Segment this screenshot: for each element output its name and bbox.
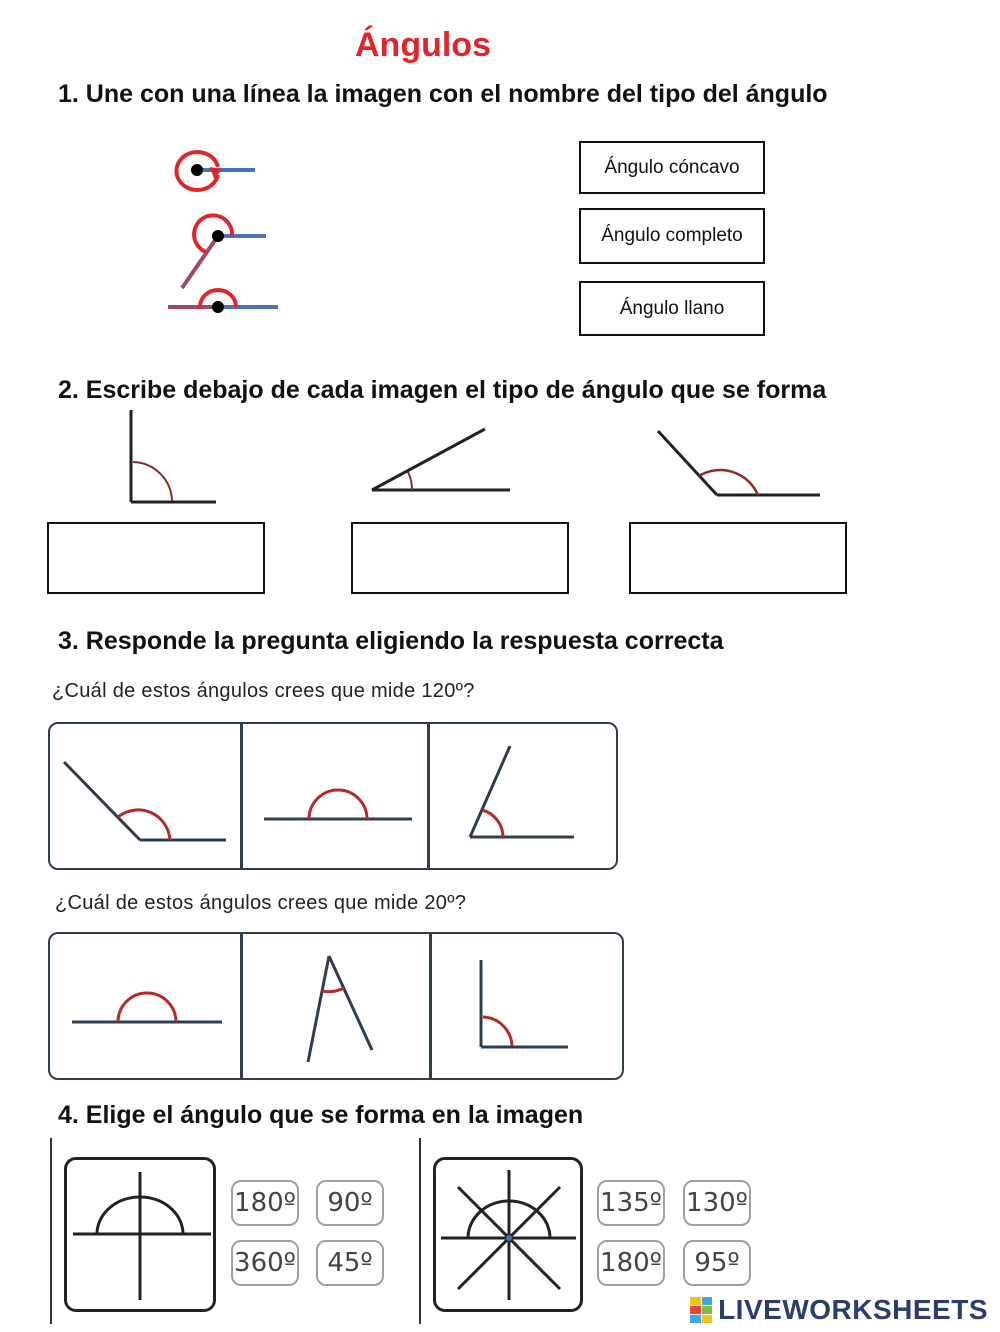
left-option-45[interactable]: 45º (316, 1240, 384, 1286)
answer-box-1[interactable] (47, 522, 265, 594)
answer-box-3[interactable] (629, 522, 847, 594)
section3-heading: 3. Responde la pregunta eligiendo la respuesta correcta (58, 627, 724, 655)
brand-name: LIVEWORKSHEETS (718, 1294, 988, 1325)
option-concave-angle[interactable]: Ángulo cóncavo (579, 141, 765, 194)
page-title: Ángulos (355, 26, 491, 64)
figure-box-left (64, 1157, 216, 1312)
brand-watermark (690, 1294, 988, 1326)
right-angle-figure (131, 410, 216, 502)
right-option-180[interactable]: 180º (597, 1240, 665, 1286)
options-panel-120 (48, 722, 618, 870)
acute-angle-option-icon (430, 724, 616, 868)
option-straight-angle[interactable]: Ángulo llano (579, 281, 765, 336)
left-option-180[interactable]: 180º (231, 1180, 299, 1226)
straight-angle-option-icon (50, 934, 240, 1078)
star-angle-icon (436, 1160, 580, 1309)
options-panel-20 (48, 932, 624, 1080)
option-20-a[interactable] (50, 934, 240, 1078)
option-120-b[interactable] (242, 724, 429, 868)
option-20-b[interactable] (242, 934, 429, 1078)
straight-angle-option-icon (242, 724, 429, 868)
cross-angle-icon (67, 1160, 213, 1309)
section4-divider (419, 1138, 421, 1324)
question-20: ¿Cuál de estos ángulos crees que mide 20º? (55, 892, 467, 914)
section1-angle-figures (160, 140, 300, 330)
section4-left-rule (50, 1138, 52, 1324)
left-option-360[interactable]: 360º (231, 1240, 299, 1286)
option-20-c[interactable] (432, 934, 620, 1078)
left-option-90[interactable]: 90º (316, 1180, 384, 1226)
section2-heading: 2. Escribe debajo de cada imagen el tipo de ángulo que se forma (58, 376, 827, 404)
option-complete-angle[interactable]: Ángulo completo (579, 208, 765, 264)
section2-angle-figures (40, 402, 860, 514)
liveworksheets-logo-icon (690, 1297, 712, 1323)
answer-box-2[interactable] (351, 522, 569, 594)
figure-box-right (433, 1157, 583, 1312)
straight-angle-figure[interactable] (168, 290, 278, 313)
section1-heading: 1. Une con una línea la imagen con el nombre del tipo del ángulo (58, 80, 828, 108)
concave-angle-figure[interactable] (182, 215, 266, 288)
right-option-95[interactable]: 95º (683, 1240, 751, 1286)
obtuse-angle-figure (658, 431, 820, 495)
option-120-a[interactable] (50, 724, 240, 868)
complete-angle-figure[interactable] (176, 152, 255, 190)
section4-heading: 4. Elige el ángulo que se forma en la imagen (58, 1101, 584, 1129)
right-angle-option-icon (432, 934, 620, 1078)
question-120: ¿Cuál de estos ángulos crees que mide 120º? (52, 680, 475, 702)
option-120-c[interactable] (430, 724, 616, 868)
acute-20-angle-option-icon (242, 934, 429, 1078)
obtuse-angle-option-icon (50, 724, 240, 868)
acute-angle-figure (372, 429, 510, 490)
right-option-135[interactable]: 135º (597, 1180, 665, 1226)
right-option-130[interactable]: 130º (683, 1180, 751, 1226)
